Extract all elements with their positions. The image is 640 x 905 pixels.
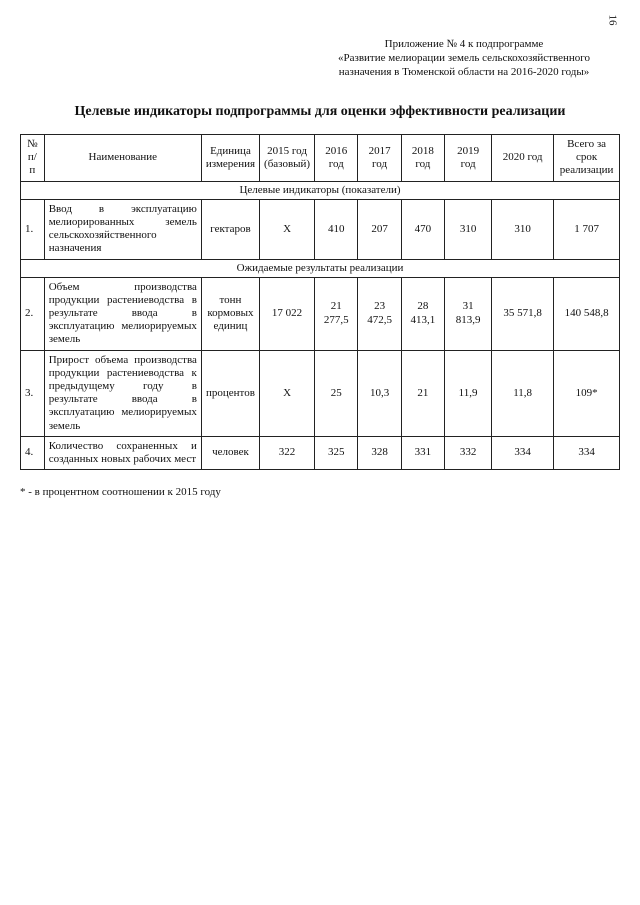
row-2015: 17 022 <box>260 277 315 350</box>
header-2016: 2016 год <box>315 135 358 182</box>
row-2016: 25 <box>315 350 358 436</box>
row-2017: 10,3 <box>358 350 401 436</box>
section-target-indicators: Целевые индикаторы (показатели) <box>21 181 620 199</box>
row-2020: 11,8 <box>492 350 554 436</box>
row-2017: 207 <box>358 199 401 259</box>
row-num: 4. <box>21 436 45 469</box>
row-2019: 31 813,9 <box>445 277 492 350</box>
header-2015: 2015 год (базовый) <box>260 135 315 182</box>
row-2017: 328 <box>358 436 401 469</box>
header-total: Всего за срок реализации <box>554 135 620 182</box>
header-2020: 2020 год <box>492 135 554 182</box>
row-2019: 11,9 <box>445 350 492 436</box>
row-2018: 331 <box>401 436 444 469</box>
row-num: 3. <box>21 350 45 436</box>
row-2020: 334 <box>492 436 554 469</box>
row-2017: 23 472,5 <box>358 277 401 350</box>
indicators-table <box>20 134 620 470</box>
header-unit: Единица измерения <box>201 135 259 182</box>
header-num: № п/п <box>21 135 45 182</box>
row-2018: 28 413,1 <box>401 277 444 350</box>
row-2019: 332 <box>445 436 492 469</box>
row-2016: 410 <box>315 199 358 259</box>
table-row <box>21 350 620 436</box>
appendix-line-2: «Развитие мелиорации земель сельскохозяйственного <box>338 51 590 64</box>
appendix-line-1: Приложение № 4 к подпрограмме <box>384 38 544 50</box>
document-title: Целевые индикаторы подпрограммы для оценки эффективности реализации <box>74 104 566 119</box>
row-total: 1 707 <box>554 199 620 259</box>
appendix-note <box>314 38 614 79</box>
row-unit: гектаров <box>201 199 259 259</box>
page-number: 16 <box>606 14 619 26</box>
table-header-row <box>21 135 620 182</box>
row-2019: 310 <box>445 199 492 259</box>
row-2015: X <box>260 350 315 436</box>
footnote: * - в процентном соотношении к 2015 году <box>20 486 221 498</box>
row-num: 1. <box>21 199 45 259</box>
row-2016: 325 <box>315 436 358 469</box>
table-row <box>21 436 620 469</box>
row-2020: 310 <box>492 199 554 259</box>
row-unit: человек <box>201 436 259 469</box>
appendix-line-3: назначения в Тюменской области на 2016-2020 годы» <box>338 65 590 78</box>
document-page <box>20 34 620 884</box>
row-2016: 21 277,5 <box>315 277 358 350</box>
header-2017: 2017 год <box>358 135 401 182</box>
row-name: Прирост объема производства продукции растениеводства к предыдущему году в результате ввода в эксплуатацию мелиорируемых земель <box>44 350 201 436</box>
section-expected-results: Ожидаемые результаты реализации <box>21 259 620 277</box>
row-unit: процентов <box>201 350 259 436</box>
table-row <box>21 199 620 259</box>
row-unit: тонн кормовых единиц <box>201 277 259 350</box>
header-name: Наименование <box>44 135 201 182</box>
row-total: 140 548,8 <box>554 277 620 350</box>
row-2015: X <box>260 199 315 259</box>
row-num: 2. <box>21 277 45 350</box>
row-2020: 35 571,8 <box>492 277 554 350</box>
row-2015: 322 <box>260 436 315 469</box>
row-total: 334 <box>554 436 620 469</box>
section-row <box>21 259 620 277</box>
row-2018: 21 <box>401 350 444 436</box>
header-2018: 2018 год <box>401 135 444 182</box>
row-2018: 470 <box>401 199 444 259</box>
section-row <box>21 181 620 199</box>
row-name: Количество сохраненных и созданных новых рабочих мест <box>44 436 201 469</box>
table-row <box>21 277 620 350</box>
header-2019: 2019 год <box>445 135 492 182</box>
row-name: Ввод в эксплуатацию мелиорированных земель сельскохозяйственного назначения <box>44 199 201 259</box>
row-total: 109* <box>554 350 620 436</box>
row-name: Объем производства продукции растениеводства в результате ввода в эксплуатацию мелиорируемых земель <box>44 277 201 350</box>
